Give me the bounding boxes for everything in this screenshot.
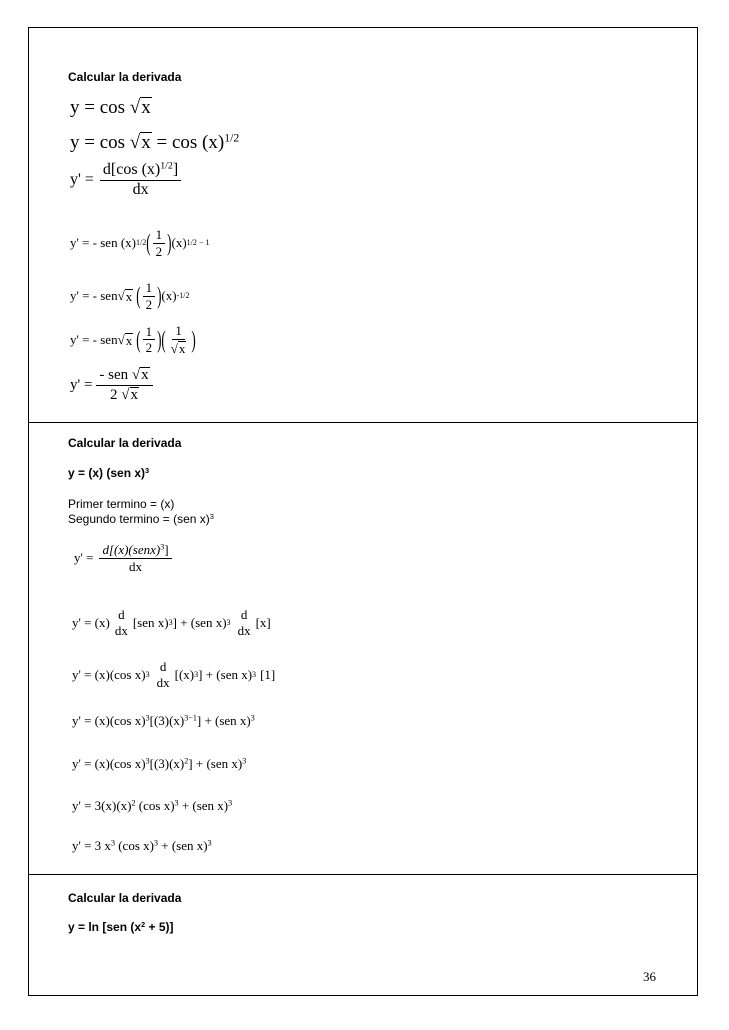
problem-statement: y = ln [sen $(x^2 + 5)$] (68, 919, 174, 934)
equation-line: y' = (x)(cos x) 3 d dx [(x) 3 ] + (sen x) 3 [1] (72, 659, 276, 690)
equation-line: y' = - sen (x) 1/2 ( $\frac{1}{2}$ ) (x) 1/2 − 1 (70, 227, 210, 259)
second-term: Segundo termino = (sen x)$^3$ (68, 511, 214, 526)
equation-line: y' = 3 $x^3$ (cos x)$^3$ + (sen x)$^3$ (72, 838, 212, 853)
section-divider (28, 422, 698, 423)
equation-line: y' = - sen √ x ( $\frac{1}{2}$ ) ( $\frac{1}{√x}$ ) (70, 323, 196, 356)
equation-line: $y' = 3(x)(x)^2$ (cos x)$^3$ + (sen x)$^3$ (72, 798, 233, 813)
problem-statement: y = (x) (sen x)$^3$ (68, 465, 150, 480)
section-heading: Calcular la derivada (68, 70, 182, 84)
section-divider (28, 874, 698, 875)
page-number: 36 (643, 969, 656, 984)
equation-line: y' = $\frac{d[\cos (x)^{1/2}]}{dx}$ (70, 162, 183, 199)
equation-line: $y = \cos √x = \cos (x)^{1/2}$ (70, 131, 240, 153)
equation-line: y' = $\frac{d[(x)(senx)^3]}{dx}$ (74, 543, 174, 573)
equation-line: y = cos √x (70, 97, 151, 118)
first-term: Primer termino = (x) (68, 497, 175, 511)
equation-line: y' = (x)(cos $x)^3[(3)(x)^2] + (sen$ x)$^3$ (72, 756, 247, 771)
equation-line: y' = (x) d dx [sen x) 3 ] + (sen x) 3 d dx [x] (72, 607, 271, 638)
equation-line: y' = (x)(cos $x)^3[(3)(x)^{3-1}] + (sen$ x)$^3$ (72, 713, 255, 728)
section-heading: Calcular la derivada (68, 891, 182, 905)
equation-line: y' = $\frac{\text{- sen √x}}{2 √x}$ (70, 367, 155, 404)
equation-line: y' = - sen √ x ( $\frac{1}{2}$ ) (x) -1/2 (70, 280, 190, 312)
section-heading: Calcular la derivada (68, 436, 182, 450)
